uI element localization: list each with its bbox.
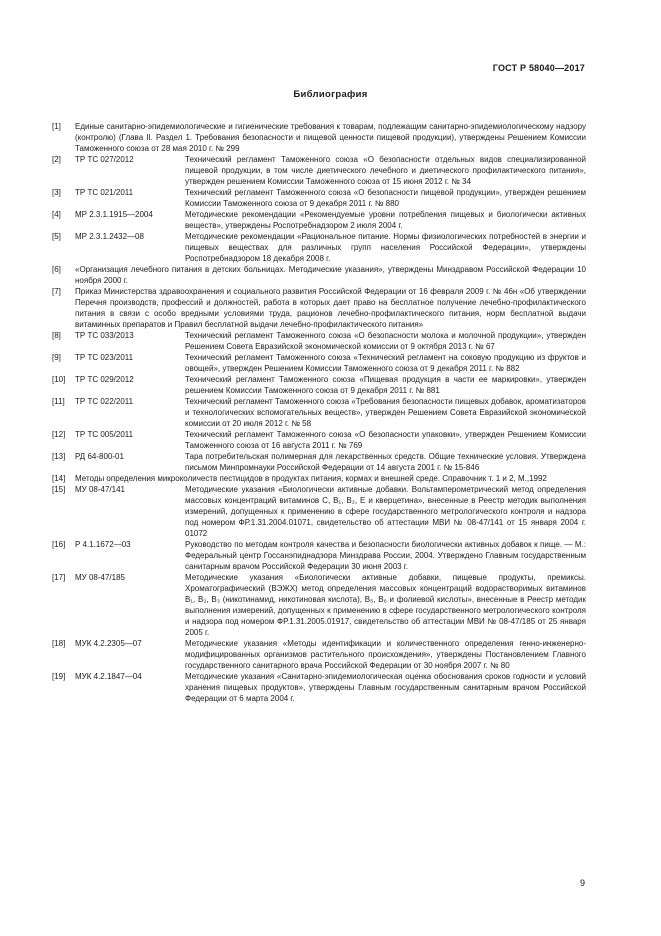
- reference-item: [52, 539, 586, 572]
- reference-item: [52, 572, 586, 638]
- reference-code: МУ 08-47/185: [75, 573, 125, 582]
- reference-text: Методические рекомендации «Рациональное питание. Нормы физиологических потребностей в энергии и пищевых веществах для различных групп населения Российской Федерации», утверждены Роспотребнадзором 18 декабря 2008 г.: [185, 232, 586, 263]
- reference-number: [12]: [52, 430, 66, 439]
- reference-number: [1]: [52, 122, 61, 131]
- reference-code: ТР ТС 022/2011: [75, 397, 134, 406]
- reference-code: ТР ТС 029/2012: [75, 375, 134, 384]
- reference-code: МР 2.3.1.2432—08: [75, 232, 144, 241]
- reference-number: [3]: [52, 188, 61, 197]
- reference-item: [52, 473, 586, 484]
- reference-item: [52, 396, 586, 429]
- reference-number: [4]: [52, 210, 61, 219]
- reference-text: Технический регламент Таможенного союза «Пищевая продукция в части ее маркировки», утвержден решением Комиссии Таможенного союза от 9 декабря 2011 г. № 881: [185, 375, 586, 395]
- reference-list: [52, 121, 586, 704]
- page-footer: [580, 878, 585, 888]
- reference-item: [52, 187, 586, 209]
- reference-text: Технический регламент Таможенного союза «О безопасности отдельных видов специализированной пищевой продукции, в том числе диетического лечебного и диетического профилактического питания», утвержден решением Комиссии Таможенного союза от 15 июня 2012 г. № 34: [185, 155, 586, 186]
- reference-number: [6]: [52, 265, 61, 274]
- reference-number: [9]: [52, 353, 61, 362]
- reference-code: РД 64-800-01: [75, 452, 124, 461]
- reference-code: ТР ТС 033/2013: [75, 331, 134, 340]
- reference-code: МР 2.3.1.1915—2004: [75, 210, 153, 219]
- reference-number: [15]: [52, 485, 66, 494]
- reference-text: Тара потребительская полимерная для лекарственных средств. Общие технические условия. Утверждена письмом Минпромнауки Российской Федерации от 14 августа 2001 г. № 15-846: [185, 452, 586, 472]
- reference-item: [52, 121, 586, 154]
- reference-text: «Организация лечебного питания в детских больницах. Методические указания», утверждены Минздравом Российской Федерации 10 ноября 2000 г.: [75, 265, 586, 285]
- reference-item: [52, 330, 586, 352]
- reference-item: [52, 154, 586, 187]
- reference-code: ТР ТС 021/2011: [75, 188, 134, 197]
- reference-item: [52, 286, 586, 330]
- reference-number: [7]: [52, 287, 61, 296]
- reference-code: ТР ТС 027/2012: [75, 155, 134, 164]
- reference-text: Технический регламент Таможенного союза «Требования безопасности пищевых добавок, ароматизаторов и технологических вспомогательных веществ», утвержден Решением Совета Евразийской экономической комиссии от 20 июля 2012 г. № 58: [185, 397, 586, 428]
- reference-item: [52, 231, 586, 264]
- reference-item: [52, 671, 586, 704]
- reference-code: ТР ТС 023/2011: [75, 353, 134, 362]
- reference-item: [52, 638, 586, 671]
- reference-text: Единые санитарно-эпидемиологические и гигиенические требования к товарам, подлежащим санитарно-эпидемиологическому надзору (контролю) (Глава II. Раздел 1. Требования безопасности и пищевой ценности пищевой продукции), утверждены Решением Комиссии Таможенного союза от 28 мая 2010 г. № 299: [75, 122, 586, 153]
- reference-number: [14]: [52, 474, 66, 483]
- reference-number: [2]: [52, 155, 61, 164]
- reference-number: [17]: [52, 573, 66, 582]
- reference-code: МУ 08-47/141: [75, 485, 125, 494]
- reference-code: МУК 4.2.1847—04: [75, 672, 142, 681]
- reference-number: [13]: [52, 452, 66, 461]
- page-number: 9: [579, 878, 585, 888]
- reference-item: [52, 374, 586, 396]
- reference-text: Методические указания «Методы идентификации и количественного определения генно-инженерно-модифицированных организмов растительного происхождения», утверждены Постановлением Главного государственного санитарного врача Российской Федерации от 30 ноября 2007 г. № 80: [185, 639, 586, 670]
- reference-number: [19]: [52, 672, 66, 681]
- reference-number: [16]: [52, 540, 66, 549]
- page-header: [52, 63, 585, 73]
- reference-text: Приказ Министерства здравоохранения и социального развития Российской Федерации от 16 февраля 2009 г. № 46н «Об утверждении Перечня производств, профессий и должностей, работа в которых дает право на бесплатное получение лечебно-профилактического питания в связи с особо вредными условиями труда, рационов лечебно-профилактического питания, норм бесплатной выдачи витаминных препаратов и Правил бесплатной выдачи лечебно-профилактического питания»: [75, 287, 586, 329]
- reference-code: Р 4.1.1672—03: [75, 540, 131, 549]
- reference-number: [18]: [52, 639, 66, 648]
- reference-number: [10]: [52, 375, 66, 384]
- reference-number: [5]: [52, 232, 61, 241]
- reference-code: МУК 4.2.2305—07: [75, 639, 142, 648]
- reference-number: [11]: [52, 397, 65, 406]
- reference-text: Технический регламент Таможенного союза «О безопасности молока и молочной продукции», утвержден Решением Совета Евразийской экономической комиссии от 9 октября 2013 г. № 67: [185, 331, 586, 351]
- reference-text: Технический регламент Таможенного союза «О безопасности пищевой продукции», утвержден решением Комиссии Таможенного союза от 9 декабря 2011 г. № 880: [185, 188, 586, 208]
- reference-text: Технический регламент Таможенного союза «Технический регламент на соковую продукцию из фруктов и овощей», утвержден Решением Комиссии Таможенного союза от 9 декабря 2011 г. № 882: [185, 353, 586, 373]
- reference-text: Руководство по методам контроля качества и безопасности биологически активных добавок к пище. — М.: Федеральный центр Госсанэпиднадзора Минздрава России, 2004. Утверждено Главным государственным санитарным врачом Российской Федерации 30 июня 2003 г.: [185, 540, 586, 571]
- reference-item: [52, 451, 586, 473]
- reference-text: Методические рекомендации «Рекомендуемые уровни потребления пищевых и биологически активных веществ», утверждены Роспотребнадзором 2 июля 2004 г.: [185, 210, 586, 230]
- reference-item: [52, 209, 586, 231]
- reference-text: Методические указания «Санитарно-эпидемиологическая оценка обоснования сроков годности и условий хранения пищевых продуктов», утверждены Главным государственным санитарным врачом Российской Федерации от 6 марта 2004 г.: [185, 672, 586, 703]
- reference-text: Методические указания «Биологически активные добавки. Вольтамперометрический метод определения массовых концентраций витаминов С, В₁, В₂, Е и кверцетина», внесенные в Реестр методик выполнения измерений, допущенных к применению в сфере государственного метрологического контроля и надзора под номером ФР.1.31.2004.01071, свидетельство об аттестации МВИ № 08-47/141 от 15 января 2004 г. 01072: [185, 485, 586, 538]
- reference-item: [52, 352, 586, 374]
- reference-code: ТР ТС 005/2011: [75, 430, 134, 439]
- page-title: Библиография: [293, 89, 368, 100]
- reference-text: Методические указания «Биологически активные добавки, пищевые продукты, премиксы. Хроматографический (ВЭЖХ) метод определения массовых концентраций водорастворимых витаминов В₁, В₂, В₃ (никотинамид, никотиновая кислота), В₅, В₆ и фолиевой кислоты», внесенные в Реестр методик выполнения измерений, допущенных к применению в сфере государственного метрологического контроля и надзора под номером ФР.1.31.2005.01917, свидетельство об аттестации МВИ № 08-47/185 от 25 января 2005 г.: [185, 573, 586, 637]
- reference-item: [52, 264, 586, 286]
- reference-text: Методы определения микроколичеств пестицидов в продуктах питания, кормах и внешней среде. Справочник т. 1 и 2, М.,1992: [75, 474, 547, 483]
- reference-item: [52, 429, 586, 451]
- standard-number: ГОСТ Р 58040—2017: [492, 63, 585, 73]
- reference-number: [8]: [52, 331, 61, 340]
- reference-item: [52, 484, 586, 539]
- reference-text: Технический регламент Таможенного союза «О безопасности упаковки», утвержден Решением Комиссии Таможенного союза от 16 августа 2011 г. № 769: [185, 430, 586, 450]
